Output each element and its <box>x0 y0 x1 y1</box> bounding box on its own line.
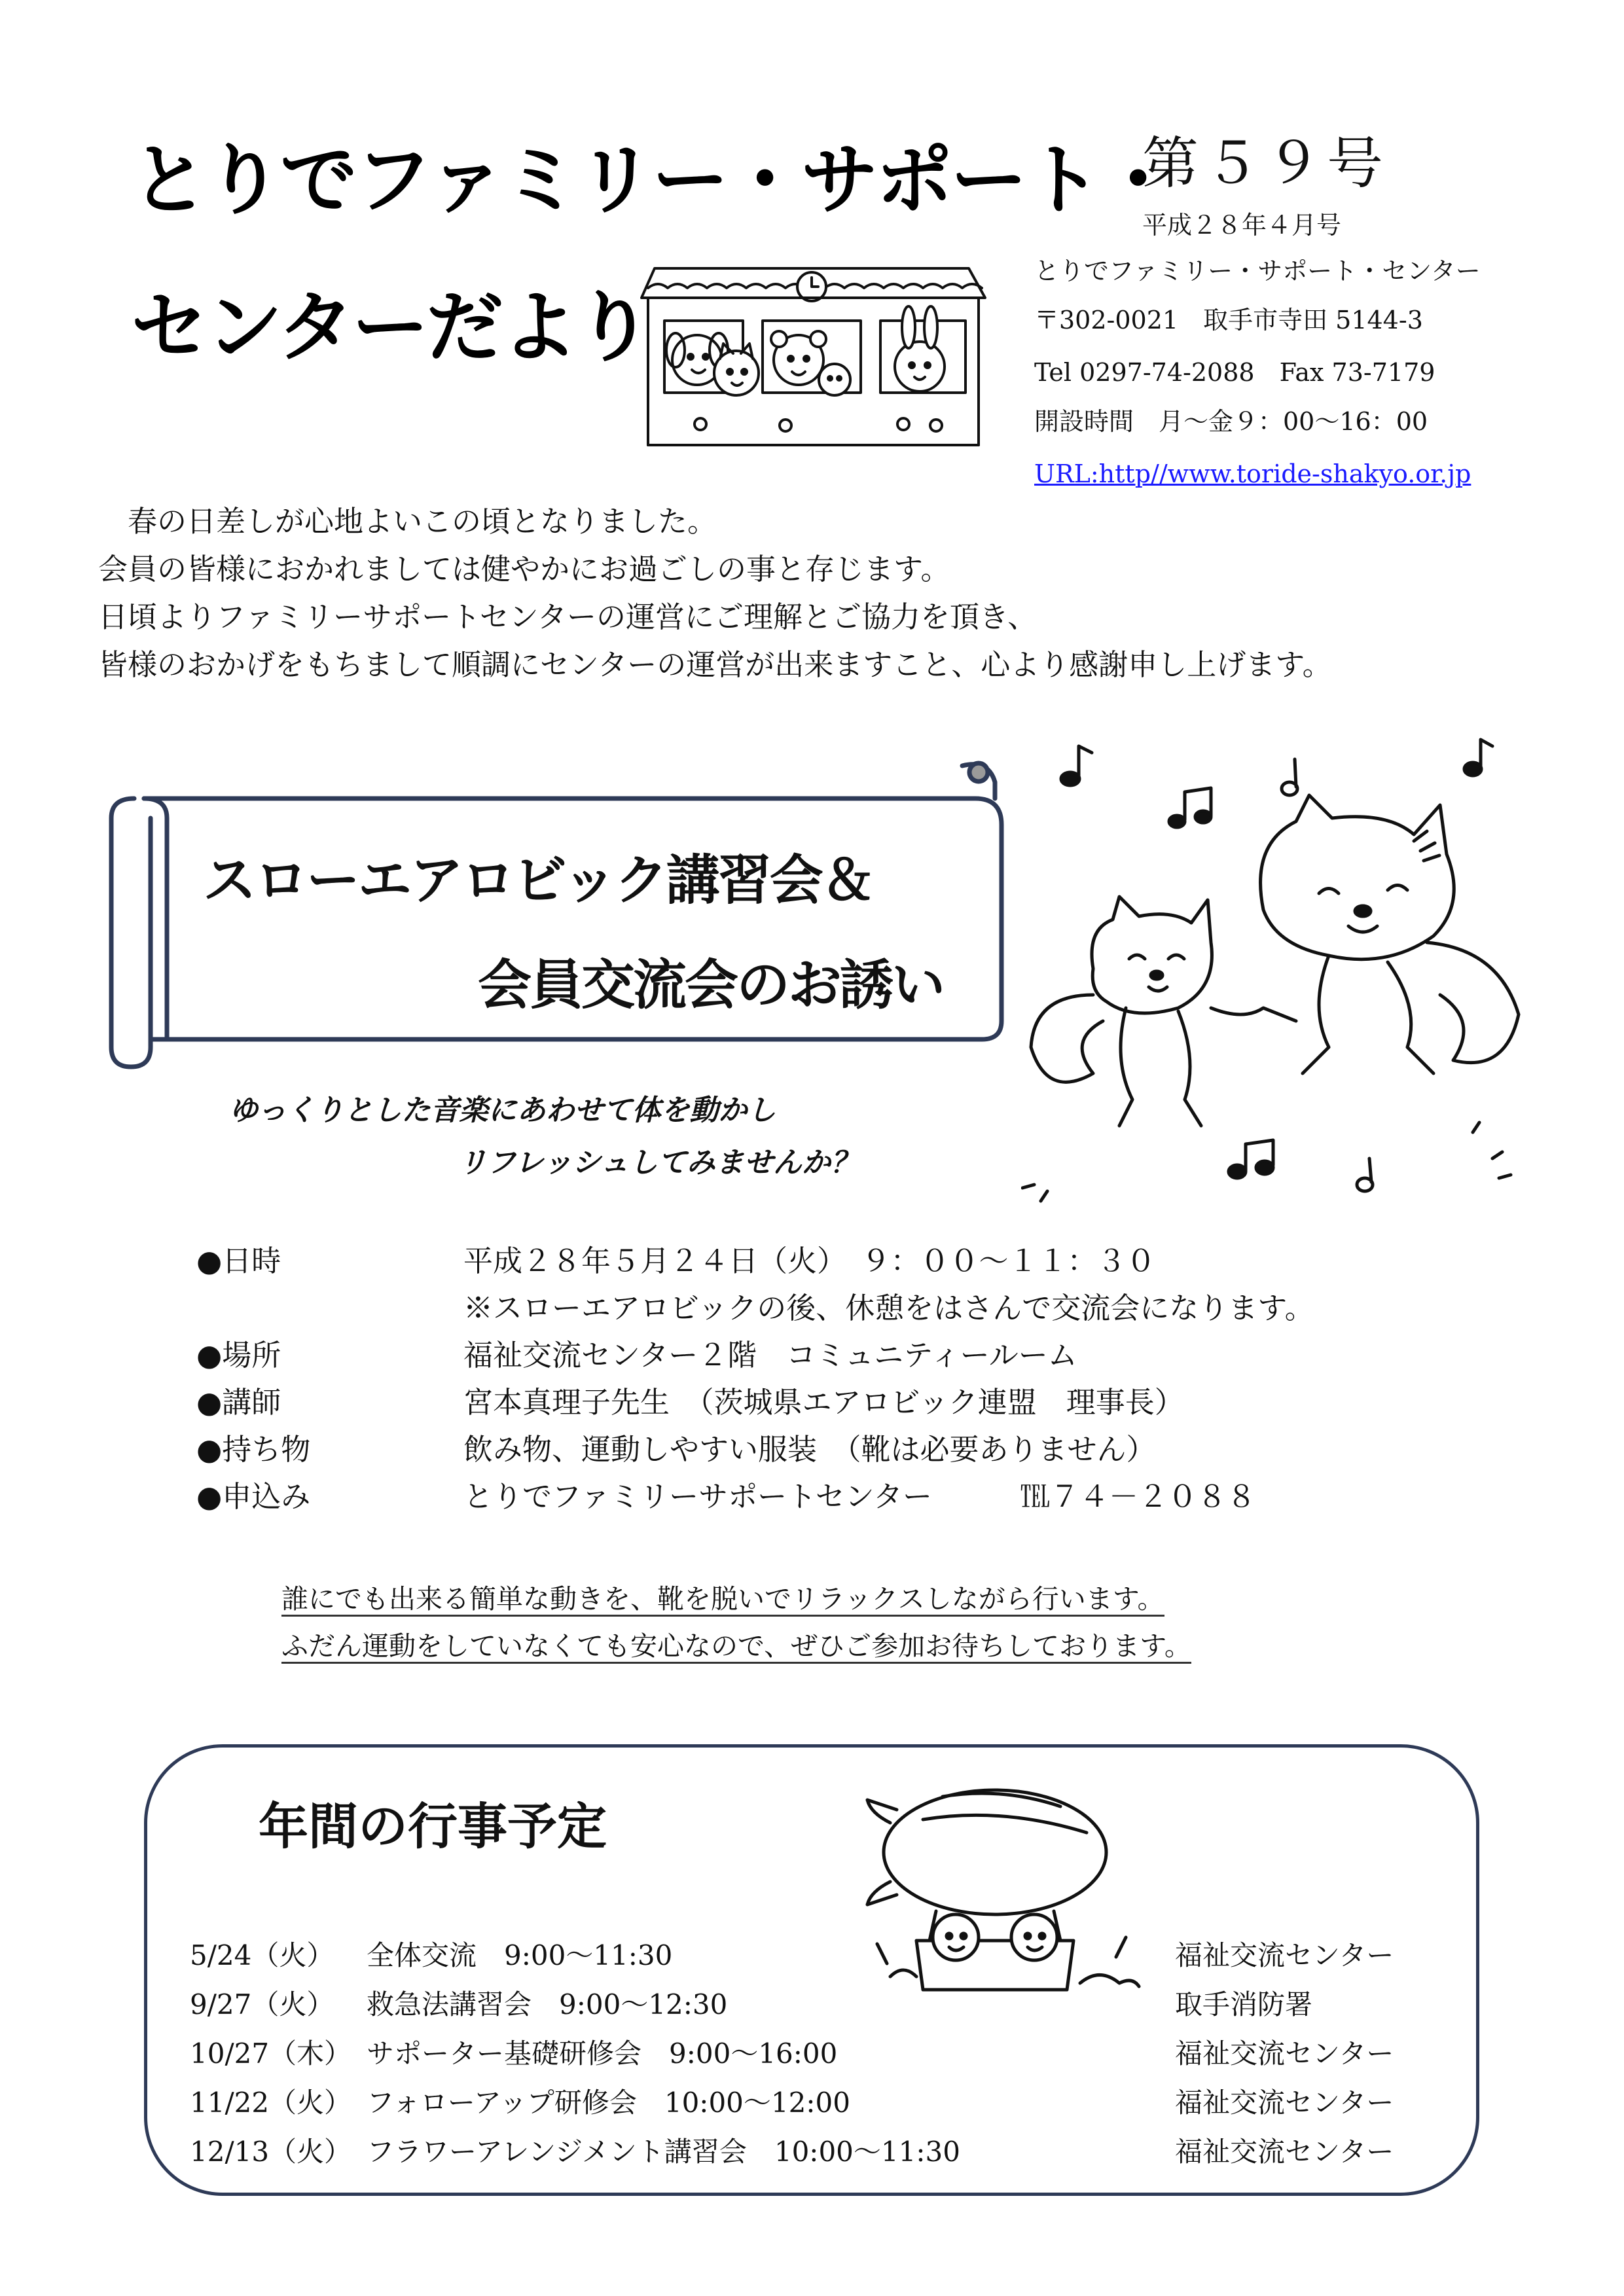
annual-schedule-title: 年間の行事予定 <box>259 1797 607 1856</box>
schedule-event: 救急法講習会 9:00～12:30 <box>367 1988 728 2020</box>
airship-kids-illustration <box>851 1761 1146 2036</box>
schedule-place: 福祉交流センター <box>1175 1939 1394 1971</box>
greeting-paragraph <box>98 497 1332 689</box>
event-subtitle-line1: ゆっくりとした音楽にあわせて体を動かし <box>229 1094 776 1127</box>
dancing-squirrels-illustration <box>1021 733 1538 1230</box>
newsletter-title-line1: とりでファミリー・サポート・ <box>131 135 1174 225</box>
org-phone-fax: Tel 0297-74-2088 Fax 73-7179 <box>1034 358 1435 387</box>
banner-title-line2: 会員交流会のお誘い <box>478 954 944 1016</box>
schedule-date: 5/24（火） <box>190 1939 334 1971</box>
schedule-date: 12/13（火） <box>190 2136 352 2168</box>
event-subtitle-line2: リフレッシュしてみませんか？ <box>458 1146 859 1179</box>
newsletter-title-line2: センターだより <box>131 282 651 372</box>
detail-label: ●場所 <box>196 1338 281 1372</box>
detail-label: ●講師 <box>196 1385 281 1420</box>
detail-value: ※スローエアロビックの後、休憩をはさんで交流会になります。 <box>463 1291 1314 1325</box>
issue-date: 平成２８年４月号 <box>1142 211 1342 240</box>
schedule-date: 9/27（火） <box>190 1988 334 2020</box>
detail-value: 飲み物、運動しやすい服装 （靴は必要ありません） <box>463 1432 1156 1467</box>
schedule-event: フォローアップ研修会 10:00～12:00 <box>367 2087 850 2119</box>
detail-label: ●申込み <box>196 1479 311 1514</box>
detail-value: 平成２８年５月２４日（火） ９：００～１１：３０ <box>463 1244 1156 1278</box>
event-note-line2: ふだん運動をしていなくても安心なので、ぜひご参加お待ちしております。 <box>281 1624 1191 1663</box>
org-url-wrap <box>1034 461 1471 486</box>
schedule-date: 10/27（木） <box>190 2037 352 2070</box>
house-animals-illustration <box>628 262 995 452</box>
greeting-line-1: 春の日差しが心地よいこの頃となりました。 <box>98 504 717 539</box>
banner-title-line1: スローエアロビック講習会＆ <box>203 850 873 912</box>
org-hours: 開設時間 月～金９：00～16：00 <box>1034 407 1428 436</box>
detail-value: 福祉交流センター２階 コミュニティールーム <box>463 1338 1077 1372</box>
schedule-date: 11/22（火） <box>190 2087 352 2119</box>
greeting-line-2: 会員の皆様におかれましては健やかにお過ごしの事と存じます。 <box>98 552 950 586</box>
org-url-link[interactable]: URL:http//www.toride-shakyo.or.jp <box>1034 459 1471 488</box>
detail-label: ●持ち物 <box>196 1432 311 1467</box>
greeting-line-3: 日頃よりファミリーサポートセンターの運営にご理解とご協力を頂き、 <box>98 600 1038 634</box>
org-address: 〒302-0021 取手市寺田 5144-3 <box>1034 306 1423 334</box>
schedule-event: サポーター基礎研修会 9:00～16:00 <box>367 2037 838 2070</box>
schedule-event: 全体交流 9:00～11:30 <box>367 1939 673 1971</box>
schedule-place: 福祉交流センター <box>1175 2136 1394 2168</box>
detail-value: 宮本真理子先生 （茨城県エアロビック連盟 理事長） <box>463 1385 1184 1420</box>
schedule-place: 福祉交流センター <box>1175 2037 1394 2070</box>
greeting-line-4: 皆様のおかげをもちまして順調にセンターの運営が出来ますこと、心より感謝申し上げます。 <box>98 647 1332 682</box>
schedule-place: 取手消防署 <box>1175 1988 1313 2020</box>
issue-number: 第５９号 <box>1142 131 1388 196</box>
detail-label: ●日時 <box>196 1244 281 1278</box>
org-name: とりでファミリー・サポート・センター <box>1034 257 1481 285</box>
detail-value: とりでファミリーサポートセンター ℡７４－２０８８ <box>463 1479 1256 1514</box>
schedule-place: 福祉交流センター <box>1175 2087 1394 2119</box>
event-note-line1: 誰にでも出来る簡単な動きを、靴を脱いでリラックスしながら行います。 <box>281 1577 1164 1616</box>
schedule-event: フラワーアレンジメント講習会 10:00～11:30 <box>367 2136 960 2168</box>
